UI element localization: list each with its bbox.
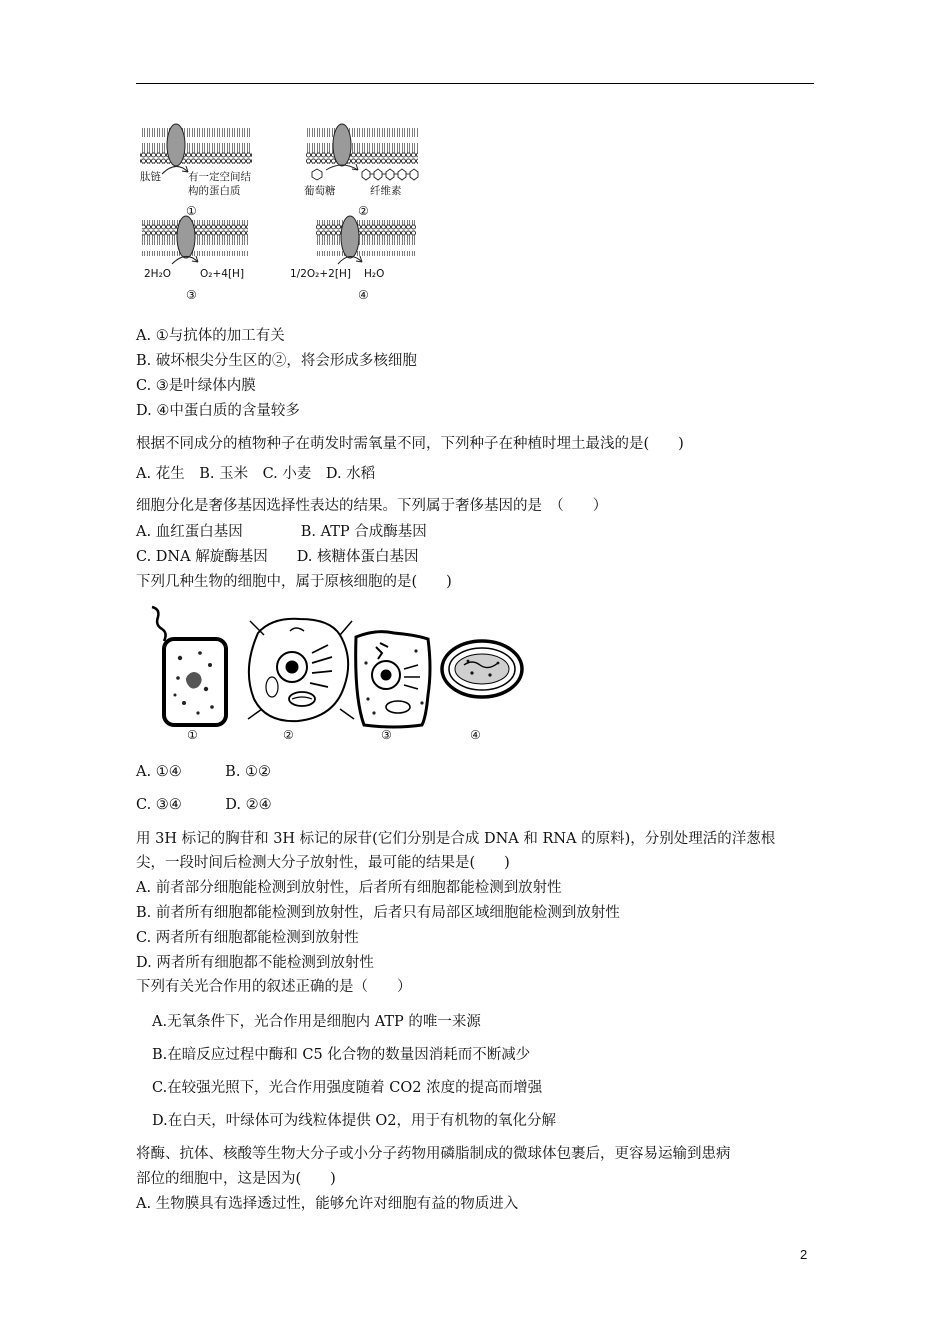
d1-left-label: 肽链 xyxy=(140,171,161,183)
cellulose-chain xyxy=(362,169,418,180)
d3-number: ③ xyxy=(186,288,197,302)
q6-option-b: B.在暗反应过程中酶和 C5 化合物的数量因消耗而不断减少 xyxy=(152,1047,531,1063)
q7-stem-line-2: 部位的细胞中，这是因为( ) xyxy=(136,1171,336,1187)
q1-option-c: C. ③是叶绿体内膜 xyxy=(136,378,256,394)
q3-stem: 细胞分化是奢侈基因选择性表达的结果。下列属于奢侈基因的是 （ ） xyxy=(136,498,608,514)
d3-right-label: O₂+4[H] xyxy=(200,268,245,280)
q2-stem: 根据不同成分的植物种子在萌发时需氧量不同，下列种子在种植时埋土最浅的是( ) xyxy=(136,436,684,452)
q5-option-c: C. 两者所有细胞都能检测到放射性 xyxy=(136,930,359,946)
cell-label-4: ④ xyxy=(470,728,481,742)
protein-2 xyxy=(333,124,351,166)
prokaryote-cell-1 xyxy=(152,607,226,725)
cell-label-3: ③ xyxy=(381,728,392,742)
q3-options-ab: A. 血红蛋白基因 B. ATP 合成酶基因 xyxy=(136,524,427,540)
q6-option-c: C.在较强光照下，光合作用强度随着 CO2 浓度的提高而增强 xyxy=(152,1080,543,1096)
d4-right-label: H₂O xyxy=(364,268,385,280)
prokaryote-cell-4 xyxy=(442,641,522,697)
q2-options: A. 花生 B. 玉米 C. 小麦 D. 水稻 xyxy=(136,466,376,482)
d1-number: ① xyxy=(186,204,197,218)
d2-right-label: 纤维素 xyxy=(370,185,402,197)
bilayer-1 xyxy=(140,128,252,164)
cell-label-1: ① xyxy=(187,728,198,742)
q5-option-a: A. 前者部分细胞能检测到放射性，后者所有细胞都能检测到放射性 xyxy=(136,880,562,896)
bilayer-4 xyxy=(316,220,416,256)
d3-left-label: 2H₂O xyxy=(144,268,172,280)
q6-option-a: A.无氧条件下，光合作用是细胞内 ATP 的唯一来源 xyxy=(152,1014,481,1030)
bilayer-2 xyxy=(306,128,418,164)
q7-stem-line-1: 将酶、抗体、核酸等生物大分子或小分子药物用磷脂制成的微球体包裹后，更容易运输到患病 xyxy=(136,1146,731,1162)
cell-label-2: ② xyxy=(283,728,294,742)
d4-left-label: 1/2O₂+2[H] xyxy=(290,268,351,280)
q4-options-ab: A. ①④ B. ①② xyxy=(136,764,272,780)
q5-stem-line-1: 用 3H 标记的胸苷和 3H 标记的尿苷(它们分别是合成 DNA 和 RNA 的原料)，分别处理活的洋葱根 xyxy=(136,831,776,847)
membrane-figure xyxy=(136,122,436,304)
q4-stem: 下列几种生物的细胞中，属于原核细胞的是( ) xyxy=(136,574,452,590)
page-number: 2 xyxy=(800,1247,808,1262)
cells-figure xyxy=(140,603,530,745)
d1-right-label-1: 有一定空间结 xyxy=(188,171,251,183)
q1-option-d: D. ④中蛋白质的含量较多 xyxy=(136,403,300,419)
protein-4 xyxy=(341,216,359,258)
glucose-hexagon xyxy=(312,169,322,180)
q7-option-a: A. 生物膜具有选择透过性，能够允许对细胞有益的物质进入 xyxy=(136,1196,519,1212)
protein-1 xyxy=(167,124,185,166)
q6-option-d: D.在白天，叶绿体可为线粒体提供 O2，用于有机物的氧化分解 xyxy=(152,1113,556,1129)
d2-number: ② xyxy=(358,204,369,218)
q6-stem: 下列有关光合作用的叙述正确的是（ ） xyxy=(136,979,412,995)
q5-stem-line-2: 尖，一段时间后检测大分子放射性，最可能的结果是( ) xyxy=(136,855,510,871)
plant-cell-2 xyxy=(248,619,354,721)
q1-option-b: B. 破坏根尖分生区的②，将会形成多核细胞 xyxy=(136,353,417,369)
eukaryotic-cell-3 xyxy=(356,632,430,727)
d4-number: ④ xyxy=(358,288,369,302)
d2-left-label: 葡萄糖 xyxy=(304,185,336,197)
protein-3 xyxy=(177,216,195,258)
q1-option-a: A. ①与抗体的加工有关 xyxy=(136,328,285,344)
q5-option-d: D. 两者所有细胞都不能检测到放射性 xyxy=(136,955,374,971)
d1-right-label-2: 构的蛋白质 xyxy=(188,185,241,197)
q4-options-cd: C. ③④ D. ②④ xyxy=(136,797,272,813)
q5-option-b: B. 前者所有细胞都能检测到放射性，后者只有局部区域细胞能检测到放射性 xyxy=(136,905,620,921)
header-rule xyxy=(136,83,814,84)
q3-options-cd: C. DNA 解旋酶基因 D. 核糖体蛋白基因 xyxy=(136,549,419,565)
